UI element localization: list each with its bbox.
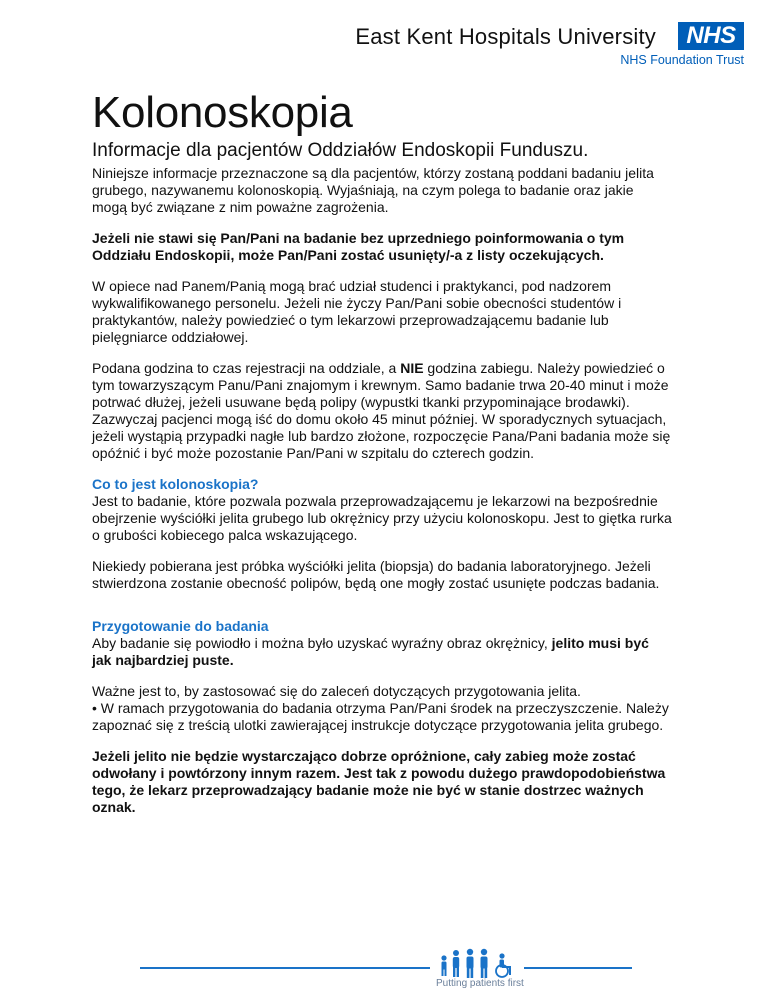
- attendance-warning: Jeżeli nie stawi się Pan/Pani na badanie bez uprzedniego poinformowania o tym Oddziału Endoskopii, może Pan/Pani zostać usunięty/-a z listy oczekujących.: [92, 230, 625, 263]
- nhs-logo: NHS: [678, 22, 744, 50]
- preparation-section: Przygotowanie do badania Aby badanie się powiodło i można było uzyskać wyraźny obraz okrężnicy, jelito musi być jak najbardziej puste.: [92, 618, 672, 669]
- preparation-detail: Ważne jest to, by zastosować się do zaleceń dotyczących przygotowania jelita. • W ramach przygotowania do badania otrzyma Pan/Pani środek na przeczyszczenie. Należy zapoznać się z treścią ulotki zawierającej instrukcje dotyczące przygotowania jelita grubego.: [92, 683, 669, 733]
- page-header: [324, 18, 744, 68]
- organization-name: East Kent Hospitals University: [355, 24, 656, 49]
- students-paragraph: W opiece nad Panem/Panią mogą brać udział studenci i praktykanci, pod nadzorem wykwalifikowanego personelu. Jeżeli nie życzy Pan/Pani sobie obecności studentów i praktykantów, należy powiedzieć o tym lekarzowi przeprowadzającemu badanie lub pielęgniarce oddziałowej.: [92, 278, 622, 345]
- leaflet-body: [92, 88, 672, 830]
- what-is-section: [92, 476, 672, 544]
- page-title: Kolonoskopia: [92, 88, 353, 137]
- page-subtitle: Informacje dla pacjentów Oddziałów Endoskopii Funduszu.: [92, 140, 589, 161]
- bowel-preparation-warning: Jeżeli jelito nie będzie wystarczająco dobrze opróżnione, cały zabieg może zostać odwołany i powtórzony innym razem. Jest tak z powodu dużego prawdopodobieństwa tego, że lekarz przeprowadzający badanie może nie być w stanie dostrzec ważnych oznak.: [92, 748, 666, 815]
- biopsy-paragraph: Niekiedy pobierana jest próbka wyściółki jelita (biopsja) do badania laboratoryjnego. Jeżeli stwierdzona zostanie obecność polipów, będą one mogły zostać usunięte podczas badania.: [92, 558, 660, 591]
- page-footer: [140, 948, 632, 994]
- footer-rule-left: [140, 967, 430, 969]
- trust-name: NHS Foundation Trust: [620, 53, 744, 67]
- what-is-text: Jest to badanie, które pozwala pozwala przeprowadzającemu je lekarzowi na bezpośrednie obejrzenie wyściółki jelita grubego lub okrężnicy przy użyciu kolonoskopu. Jest to giętka rurka o grubości kobiecego palca wskazującego.: [92, 493, 672, 543]
- what-is-heading: Co to jest kolonoskopia?: [92, 476, 259, 492]
- appointment-time-paragraph: Podana godzina to czas rejestracji na oddziale, a NIE godzina zabiegu. Należy powiedzieć o tym towarzyszącym Panu/Pani znajomym i krewnym. Samo badanie trwa 20-40 minut i może potrwać dłużej, jeżeli usuwane będą polipy (wypustki tkanki przypominające brodawki). Zazwyczaj pacjenci mogą iść do domu około 45 minut później. W sporadycznych sytuacjach, jeżeli wystąpią przypadki nagłe lub bardzo złożone, rozpoczęcie Pana/Pani badania może się opóźnić i być może pozostanie Pan/Pani w szpitalu do czterech godzin.: [92, 360, 671, 461]
- people-icon: [436, 948, 556, 978]
- footer-slogan: Putting patients first: [436, 978, 524, 989]
- intro-paragraph: Niniejsze informacje przeznaczone są dla pacjentów, którzy zostaną poddani badaniu jelita grubego, nazywanemu kolonoskopią. Wyjaśniają, na czym polega to badanie oraz jakie mogą być związane z nim poważne zagrożenia.: [92, 165, 654, 215]
- preparation-heading: Przygotowanie do badania: [92, 618, 269, 634]
